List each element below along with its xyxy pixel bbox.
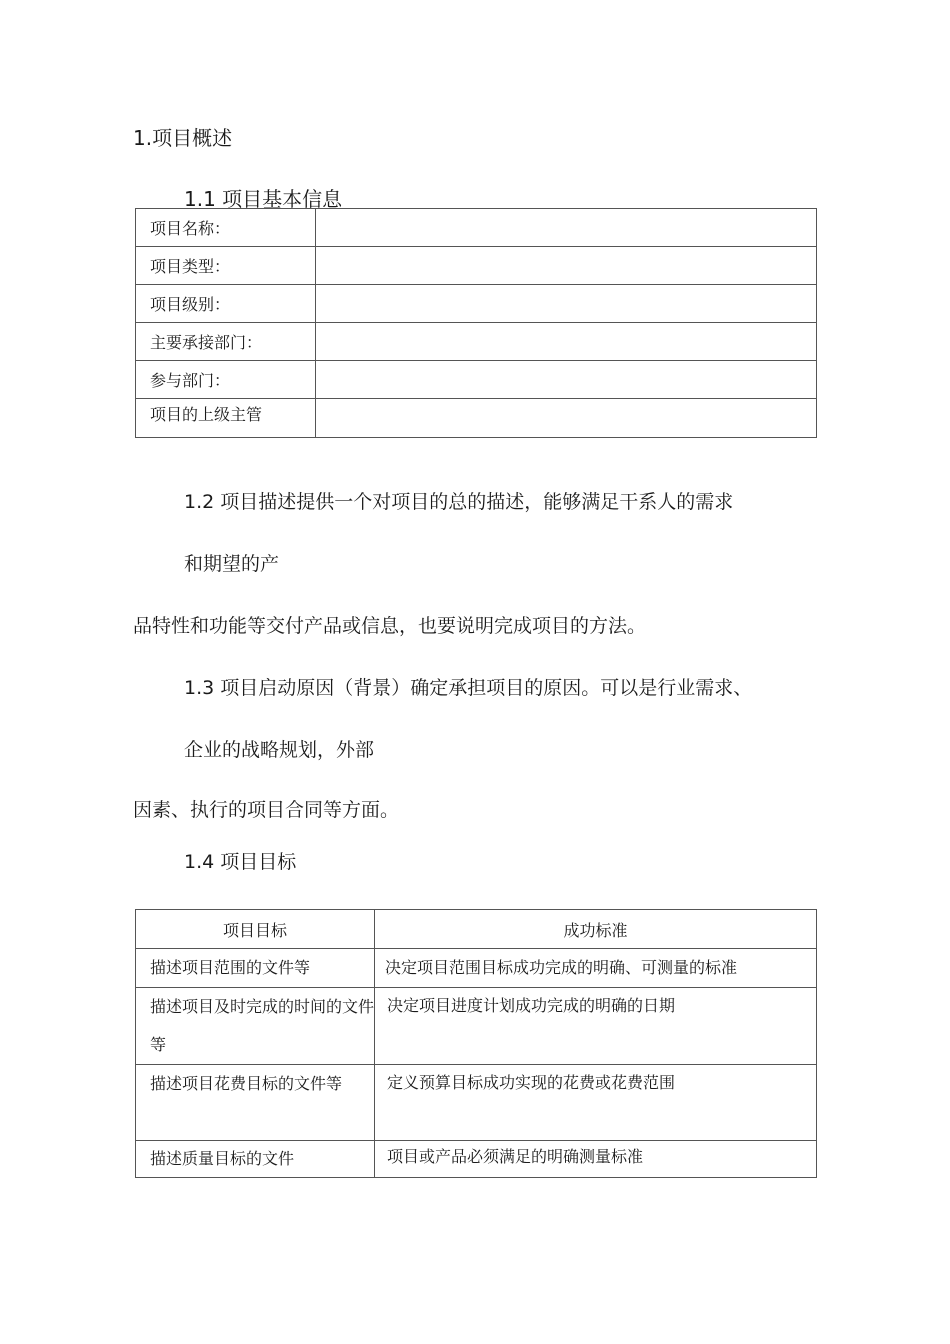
info-label: 项目名称：	[136, 209, 316, 247]
criteria-cell: 项目或产品必须满足的明确测量标准	[375, 1141, 817, 1178]
info-value	[316, 247, 817, 285]
info-value	[316, 361, 817, 399]
table-row	[136, 323, 817, 361]
column-header-criteria: 成功标准	[375, 910, 817, 949]
table-row	[136, 285, 817, 323]
table-row	[136, 949, 817, 988]
section-1-2-line-3: 品特性和功能等交付产品或信息，也要说明完成项目的方法。	[133, 615, 647, 637]
project-goals-table	[135, 909, 817, 1178]
criteria-cell: 决定项目进度计划成功完成的明确的日期	[375, 988, 817, 1065]
info-value	[316, 323, 817, 361]
goal-cell: 描述项目花费目标的文件等	[136, 1065, 375, 1141]
criteria-cell: 定义预算目标成功实现的花费或花费范围	[375, 1065, 817, 1141]
table-row	[136, 1065, 817, 1141]
info-label: 项目级别：	[136, 285, 316, 323]
section-1-2-line-1: 1.2 项目描述提供一个对项目的总的描述，能够满足干系人的需求	[184, 491, 734, 513]
criteria-cell: 决定项目范围目标成功完成的明确、可测量的标准	[375, 949, 817, 988]
info-label: 项目类型：	[136, 247, 316, 285]
section-1-3-line-1: 1.3 项目启动原因（背景）确定承担项目的原因。可以是行业需求、	[184, 677, 753, 699]
project-info-table	[135, 208, 817, 438]
table-row	[136, 399, 817, 438]
section-1-3-line-3: 因素、执行的项目合同等方面。	[133, 799, 400, 821]
table-row	[136, 1141, 817, 1178]
info-value	[316, 209, 817, 247]
goal-cell: 描述项目范围的文件等	[136, 949, 375, 988]
table-row	[136, 209, 817, 247]
table-row	[136, 247, 817, 285]
table-row	[136, 988, 817, 1065]
table-header-row	[136, 910, 817, 949]
info-label-cell	[136, 399, 316, 438]
section-1-2-line-2: 和期望的产	[184, 553, 280, 575]
section-1-1-heading: 1.1 项目基本信息	[184, 187, 343, 211]
info-label: 参与部门：	[136, 361, 316, 399]
info-label: 项目的上级主管	[150, 405, 263, 424]
info-value	[316, 399, 817, 438]
info-label: 主要承接部门：	[136, 323, 316, 361]
goal-cell: 描述质量目标的文件	[136, 1141, 375, 1178]
info-value	[316, 285, 817, 323]
goal-cell: 描述项目及时完成的时间的文件等	[136, 988, 375, 1065]
section-1-4-heading: 1.4 项目目标	[184, 851, 297, 873]
table-row	[136, 361, 817, 399]
section-1-heading: 1.项目概述	[133, 126, 233, 150]
column-header-goal: 项目目标	[136, 910, 375, 949]
section-1-3-line-2: 企业的战略规划，外部	[184, 739, 375, 761]
